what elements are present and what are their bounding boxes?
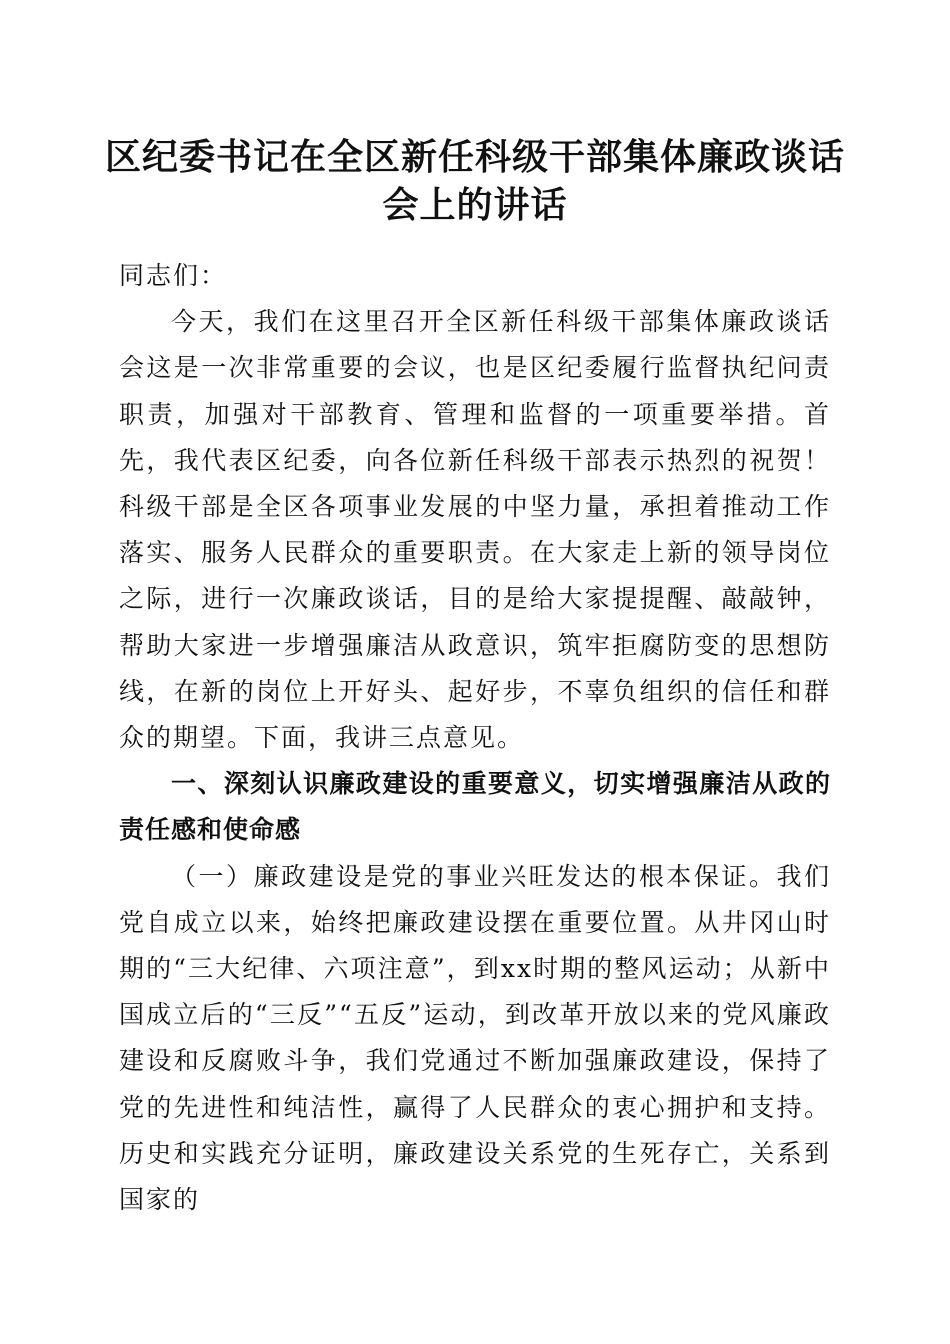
document-body [119,253,831,1223]
document-title-line-1: 区纪委书记在全区新任科级干部集体廉政谈话 [104,136,845,178]
section-heading-1: 一、深刻认识廉政建设的重要意义，切实增强廉洁从政的责任感和使命感 [119,769,831,845]
paragraph-opening: 今天，我们在这里召开全区新任科级干部集体廉政谈话会这是一次非常重要的会议，也是区纪委履行监督执纪问责职责，加强对干部教育、管理和监督的一项重要举措。首先，我代表区纪委，向各位新任科级干部表示热烈的祝贺！科级干部是全区各项事业发展的中坚力量，承担着推动工作落实、服务人民群众的重要职责。在大家走上新的领导岗位之际，进行一次廉政谈话，目的是给大家提提醒、敲敲钟，帮助大家进一步增强廉洁从政意识，筑牢拒腐防变的思想防线，在新的岗位上开好头、起好步，不辜负组织的信任和群众的期望。下面，我讲三点意见。 [119,307,831,753]
salutation: 同志们： [119,261,228,290]
document-title [95,133,855,229]
paragraph-section-1-1: （一）廉政建设是党的事业兴旺发达的根本保证。我们党自成立以来，始终把廉政建设摆在重要位置。从井冈山时期的“三大纪律、六项注意”，到xx时期的整风运动；从新中国成立后的“三反”“五反”运动，到改革开放以来的党风廉政建设和反腐败斗争，我们党通过不断加强廉政建设，保持了党的先进性和纯洁性，赢得了人民群众的衷心拥护和支持。历史和实践充分证明，廉政建设关系党的生死存亡，关系到国家的 [119,861,831,1215]
document-title-line-2: 会上的讲话 [382,184,568,226]
